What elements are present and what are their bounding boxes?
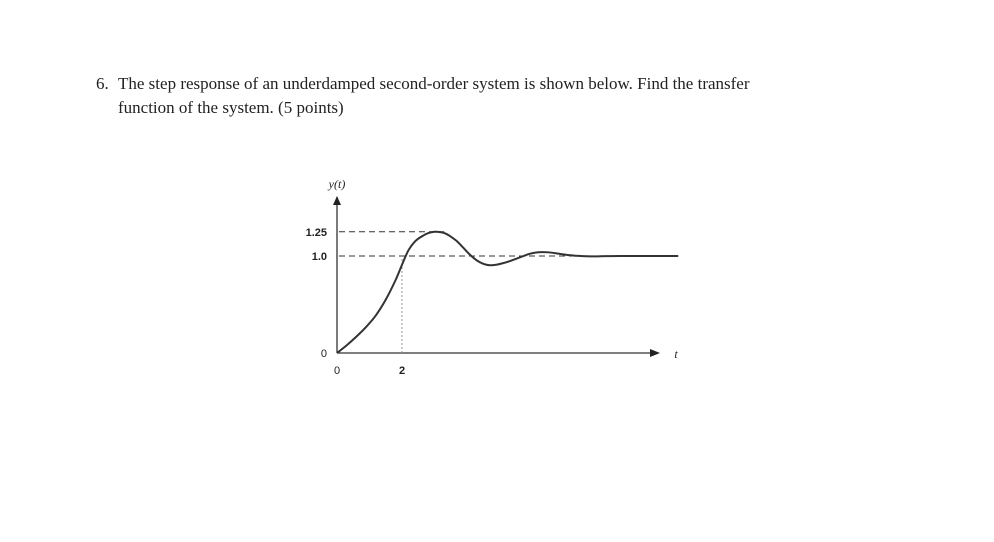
series-step-response: [337, 232, 678, 353]
y-tick-label-0: 1.25: [305, 226, 327, 239]
y-tick-label-1: 1.0: [311, 251, 327, 263]
y-axis-label: y(t): [328, 177, 346, 191]
y-axis-arrow: [333, 196, 341, 205]
question-number: 6.: [96, 74, 109, 93]
x-tick-label-0: 0: [333, 365, 341, 377]
y-tick-label-2: 0: [320, 348, 327, 360]
question-text-line-2: function of the system. (5 points): [118, 98, 344, 117]
x-tick-label-1: 2: [398, 365, 406, 377]
x-axis-arrow: [650, 349, 660, 357]
x-axis-label: t: [674, 347, 678, 361]
question-text-line-1: The step response of an underdamped second-order system is shown below. Find the transfer: [118, 74, 750, 93]
